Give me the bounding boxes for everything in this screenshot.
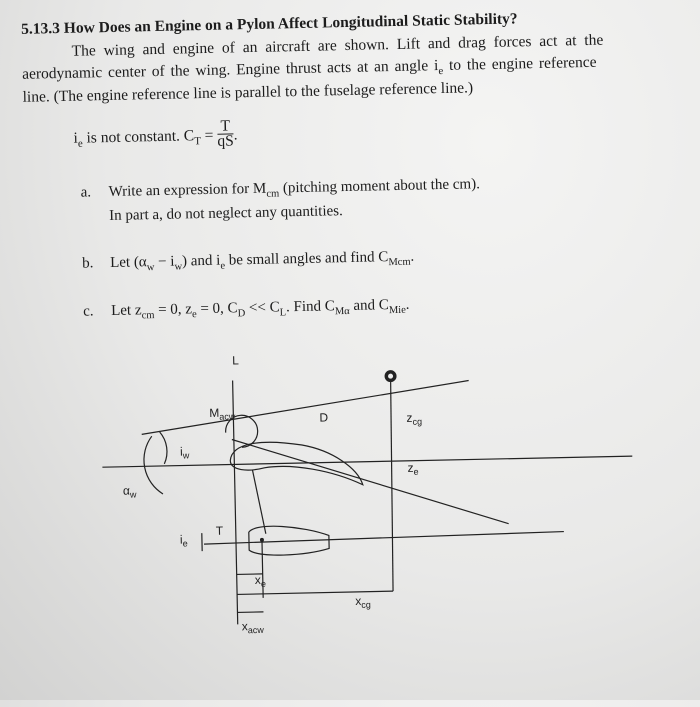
part-a-label: a. [80, 184, 91, 201]
label-aw-alpha: α [123, 484, 130, 498]
engine-reference-line [204, 532, 564, 545]
part-c-text-6: and C [349, 297, 388, 314]
label-zcg [406, 411, 422, 427]
problem-number: 5.13.3 [21, 20, 60, 38]
label-iw [180, 444, 190, 460]
ie-note-i: i [73, 130, 78, 147]
label-ie-sub: e [183, 538, 188, 548]
intro-line-2-text: aerodynamic center of the wing. Engine thrust acts at an angle i [22, 57, 439, 83]
cg-vertical-line [389, 379, 395, 591]
label-xe-sub: e [261, 579, 266, 589]
thrust-point [260, 538, 264, 542]
label-ze-z: z [407, 461, 413, 475]
label-xcg-x: x [355, 594, 361, 608]
part-b-label: b. [82, 255, 94, 272]
label-D: D [319, 410, 328, 424]
part-c-sub-3: D [238, 308, 246, 319]
problem-title-text: How Does an Engine on a Pylon Affect Longitudinal Static Stability? [64, 10, 518, 37]
label-xacw-sub: acw [248, 625, 265, 635]
part-c-sub-1: cm [142, 310, 155, 321]
label-zcg-z: z [406, 411, 412, 425]
ct-numerator: T [217, 119, 234, 134]
label-xacw-x: x [242, 619, 248, 633]
label-ze [407, 461, 418, 477]
alpha-w-arc [143, 436, 163, 494]
part-b-text-5: . [410, 249, 414, 265]
part-c-sub-6: Mie [389, 305, 406, 316]
label-iw-sub: w [182, 450, 190, 460]
part-c-text-5: . Find C [286, 298, 335, 315]
engine-vertical-line [262, 540, 263, 598]
part-c-text-3: = 0, C [196, 300, 237, 317]
part-c-text-2: = 0, z [154, 301, 192, 318]
label-xe [255, 573, 266, 589]
pylon-line [252, 470, 265, 534]
label-aw [123, 483, 137, 499]
ct-period: . [233, 126, 237, 143]
ie-note-text: is not constant. C [82, 127, 194, 146]
ie-note-sub: e [78, 138, 83, 150]
part-c-sub-5: Mα [335, 306, 350, 317]
intro-line-2-end: to the engine reference [443, 54, 597, 74]
part-c-text-7: . [406, 297, 410, 313]
label-iw-i: i [180, 445, 183, 459]
part-a-text-2: (pitching moment about the cm). [279, 176, 480, 196]
part-c-text-1: Let z [111, 302, 142, 319]
label-xacw [242, 619, 265, 635]
label-ze-sub: e [413, 467, 418, 477]
part-b-sub-3: e [220, 261, 225, 272]
part-b-text-1: Let (α [110, 254, 147, 271]
ct-sub: T [194, 135, 201, 147]
part-a-line-2: In part a, do not neglect any quantities. [109, 203, 343, 225]
label-M: M [209, 406, 219, 420]
label-xcg-sub: cg [361, 600, 371, 610]
part-b-sub-4: Mcm [388, 257, 410, 268]
part-c-sub-2: e [192, 309, 197, 320]
part-b-text-3: ) and i [182, 253, 221, 270]
part-b-text-2: − i [154, 254, 174, 270]
part-c-sub-4: L [280, 307, 287, 318]
intro-line-2-sub: e [438, 65, 443, 77]
label-aw-sub: w [129, 489, 137, 499]
cg-symbol [384, 370, 396, 382]
label-T: T [216, 524, 224, 538]
intro-line-1: The wing and engine of an aircraft are shown. Lift and drag forces act at the [72, 32, 604, 61]
part-c-text-4: << C [245, 299, 280, 316]
part-c-label: c. [83, 303, 94, 320]
part-b-sub-1: w [147, 262, 155, 273]
part-b-text-4: be small angles and find C [225, 249, 389, 268]
label-ie [180, 532, 188, 548]
ct-equals: = [201, 127, 218, 144]
intro-line-3: line. (The engine reference line is parallel to the fuselage reference line.) [22, 79, 473, 106]
label-zcg-sub: cg [412, 417, 422, 427]
part-b-sub-2: w [174, 261, 182, 272]
relative-wind-line [232, 434, 509, 530]
part-a-sub: cm [266, 188, 279, 199]
label-ie-i: i [180, 533, 183, 547]
label-L: L [232, 353, 239, 367]
xcg-dimension-line [237, 591, 393, 594]
label-xe-x: x [255, 573, 261, 587]
label-M-sub: acw [219, 411, 236, 421]
xacw-dimension-line [237, 612, 263, 613]
i-w-arc [160, 432, 168, 464]
label-xcg [355, 594, 371, 610]
label-Macw [209, 405, 236, 422]
part-a-text-1: Write an expression for M [108, 181, 266, 200]
ct-denominator: qS [217, 134, 234, 148]
